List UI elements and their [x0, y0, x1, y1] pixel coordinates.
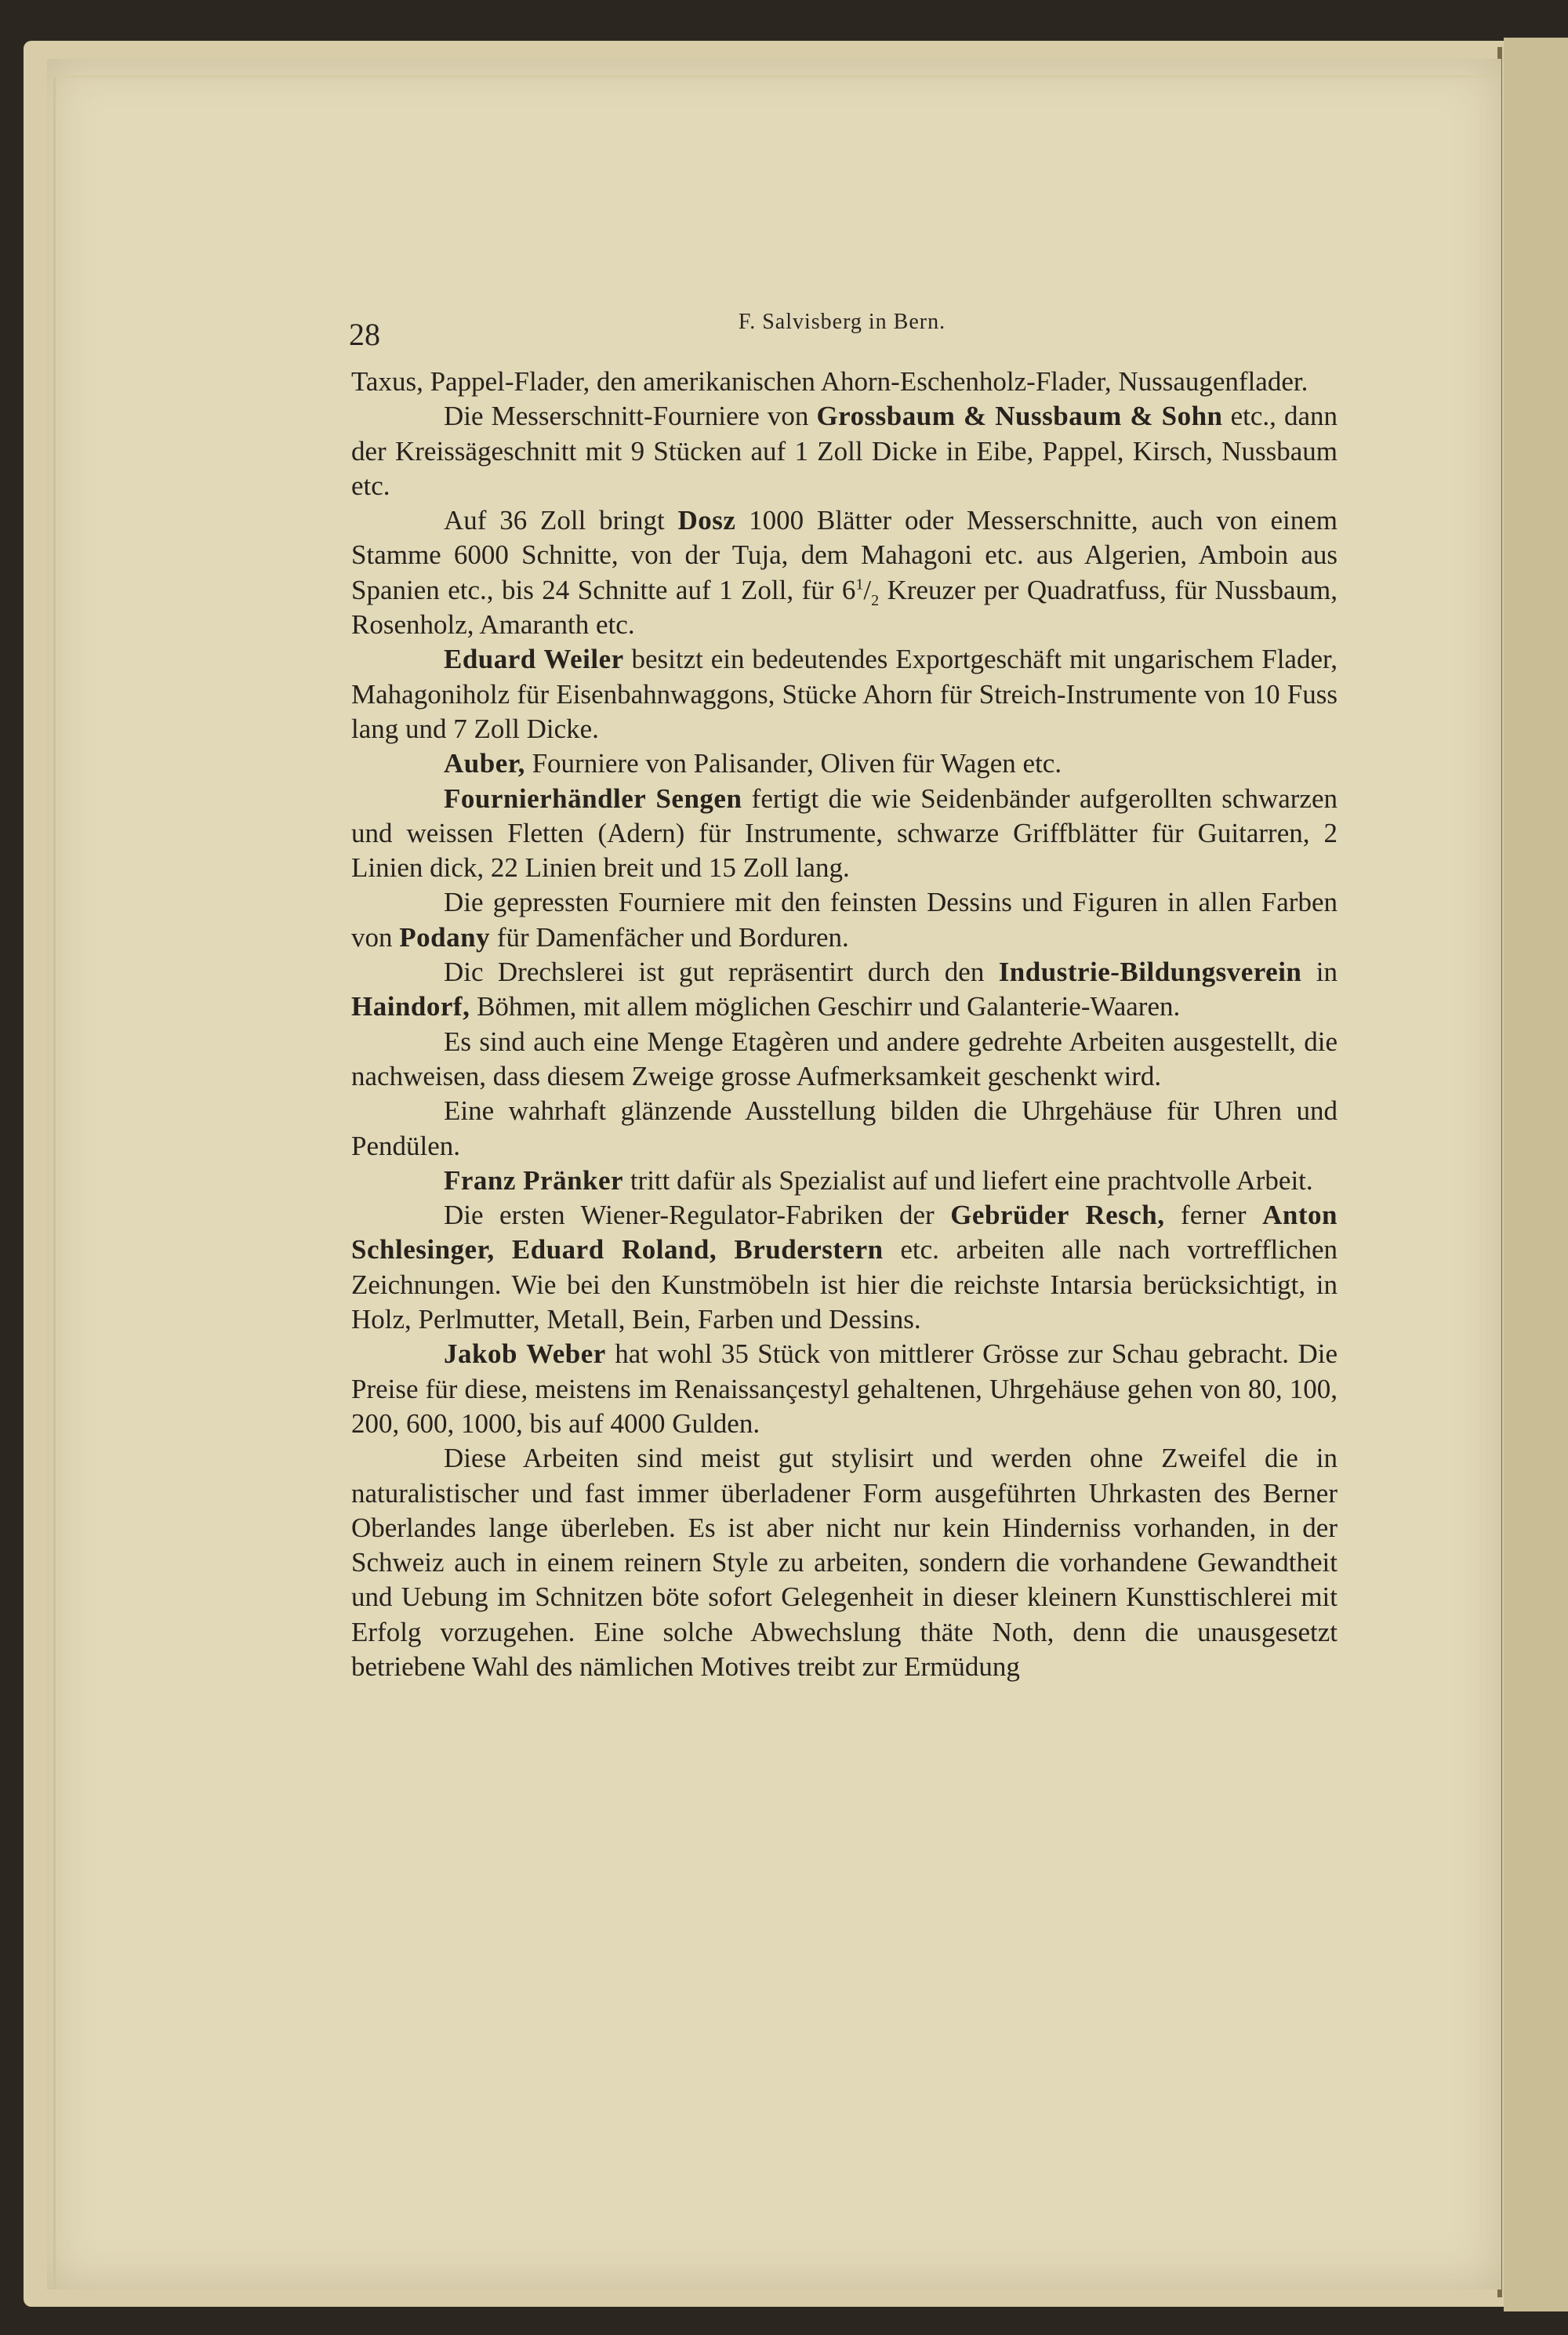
- adjacent-page: [1504, 38, 1568, 2311]
- bold-name: Jakob Weber: [444, 1338, 606, 1370]
- paragraph: Diese Arbeiten sind meist gut stylisirt und werden ohne Zweifel die in naturalistischer und fast immer überladener Form ausgeführten Uhrkasten des Berner Oberlandes lange überleben. Es ist aber nicht nur kein Hinderniss vorhanden, in der Schweiz auch in einem reinern Style zu arbeiten, sondern die vorhandene Gewandtheit und Uebung im Schnitzen böte sofort Gelegenheit in dieser kleinern Kunsttischlerei mit Erfolg vorzugehen. Eine solche Abwechslung thäte Noth, denn die unausgesetzt betriebene Wahl des nämlichen Motives treibt zur Ermüdung: [351, 1443, 1338, 1682]
- bold-name: Haindorf,: [351, 991, 470, 1022]
- bold-name: Eduard Weiler: [444, 644, 624, 675]
- paragraph: Die gepressten Fourniere mit den feinsten Dessins und Figuren in allen Farben von Podany für Damenfächer und Borduren.: [351, 887, 1338, 953]
- paragraph: Dic Drechslerei ist gut repräsentirt durch den Industrie-Bildungsverein in Haindorf, Böhmen, mit allem möglichen Geschirr und Galanterie-Waaren.: [351, 957, 1338, 1022]
- paragraph: Auf 36 Zoll bringt Dosz 1000 Blätter oder Messerschnitte, auch von einem Stamme 6000 Schnitte, von der Tuja, dem Mahagoni etc. aus Algerien, Amboin aus Spanien etc., bis 24 Schnitte auf 1 Zoll, für $6^1/_2$ Kreuzer per Quadratfuss, für Nussbaum, Rosenholz, Amaranth etc.: [351, 505, 1338, 641]
- paragraph: Die Messerschnitt-Fourniere von Grossbaum & Nussbaum & Sohn etc., dann der Kreissägeschnitt mit 9 Stücken auf 1 Zoll Dicke in Eibe, Pappel, Kirsch, Nussbaum etc.: [351, 401, 1338, 501]
- page-header: [349, 310, 1335, 357]
- page-number: 28: [349, 317, 380, 352]
- bold-name: Fournierhändler Sengen: [444, 783, 742, 814]
- paragraph: Taxus, Pappel-Flader, den amerikanischen Ahorn-Eschenholz-Flader, Nussaugenflader.: [351, 366, 1308, 397]
- bold-name: Anton Schlesinger, Eduard Roland, Bruderstern: [351, 1200, 1338, 1266]
- bold-name: Industrie-Bildungsverein: [998, 957, 1302, 988]
- bold-name: Franz Pränker: [444, 1164, 624, 1196]
- paragraph: Eduard Weiler besitzt ein bedeutendes Exportgeschäft mit ungarischem Flader, Mahagoniholz für Eisenbahnwaggons, Stücke Ahorn für Streich-Instrumente von 10 Fuss lang und 7 Zoll Dicke.: [351, 644, 1338, 744]
- bold-name: Gebrüder Resch,: [950, 1200, 1165, 1231]
- paragraph: Franz Pränker tritt dafür als Spezialist auf und liefert eine prachtvolle Arbeit.: [444, 1164, 1313, 1196]
- bold-name: Auber,: [444, 748, 525, 779]
- paragraph: Die ersten Wiener-Regulator-Fabriken der Gebrüder Resch, ferner Anton Schlesinger, Eduard Roland, Bruderstern etc. arbeiten alle nach vortrefflichen Zeichnungen. Wie bei den Kunstmöbeln ist hier die reichste Intarsia berücksichtigt, in Holz, Perlmutter, Metall, Bein, Farben und Dessins.: [351, 1200, 1338, 1335]
- paragraph: Fournierhändler Sengen fertigt die wie Seidenbänder aufgerollten schwarzen und weissen Fletten (Adern) für Instrumente, schwarze Griffblätter für Guitarren, 2 Linien dick, 22 Linien breit und 15 Zoll lang.: [351, 783, 1338, 884]
- bold-name: Podany: [399, 921, 491, 953]
- paragraph: Eine wahrhaft glänzende Ausstellung bilden die Uhrgehäuse für Uhren und Pendülen.: [351, 1095, 1338, 1161]
- paragraph: Jakob Weber hat wohl 35 Stück von mittlerer Grösse zur Schau gebracht. Die Preise für diese, meistens im Renaissançestyl gehaltenen, Uhrgehäuse gehen von 80, 100, 200, 600, 1000, bis auf 4000 Gulden.: [351, 1338, 1338, 1439]
- paragraph: Es sind auch eine Menge Etagèren und andere gedrehte Arbeiten ausgestellt, die nachweisen, dass diesem Zweige grosse Aufmerksamkeit geschenkt wird.: [351, 1026, 1338, 1091]
- running-title: F. Salvisberg in Bern.: [738, 310, 946, 334]
- bold-name: Grossbaum & Nussbaum & Sohn: [816, 401, 1223, 432]
- paragraph: Auber, Fourniere von Palisander, Oliven für Wagen etc.: [444, 748, 1062, 779]
- body-text: [351, 365, 1338, 1684]
- bold-name: Dosz: [677, 505, 736, 536]
